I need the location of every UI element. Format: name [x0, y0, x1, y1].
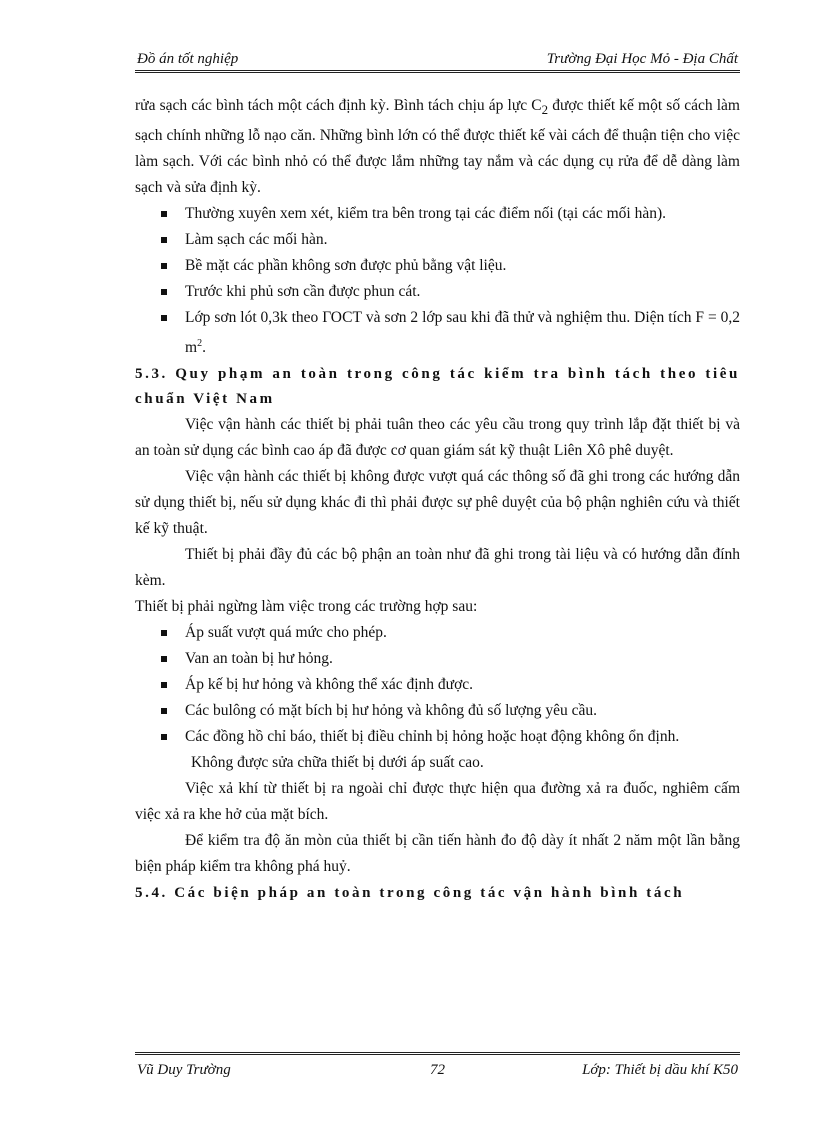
stop-conditions-list — [135, 620, 740, 750]
corrosion-paragraph: Để kiểm tra độ ăn mòn của thiết bị cần tiến hành đo độ dày ít nhất 2 năm một lần bằng biện pháp kiểm tra không phá huỷ. — [135, 832, 740, 876]
footer-class: Lớp: Thiết bị dầu khí K50 — [582, 1062, 738, 1078]
list-item: Trước khi phủ sơn cần được phun cát. — [135, 279, 740, 305]
paragraph: Thiết bị phải đầy đủ các bộ phận an toàn như đã ghi trong tài liệu và có hướng dẫn đính kèm. — [135, 546, 740, 590]
page-footer — [135, 1052, 740, 1085]
section-heading-5-4: 5.4. Các biện pháp an toàn trong công tác vận hành bình tách — [135, 885, 685, 902]
exhaust-paragraph: Việc xả khí từ thiết bị ra ngoài chỉ được thực hiện qua đường xả ra đuốc, nghiêm cấm việc xả ra khe hở của mặt bích. — [135, 780, 740, 824]
page-number: 72 — [430, 1062, 445, 1078]
section-heading-5-3: 5.3. Quy phạm an toàn trong công tác kiểm tra bình tách theo tiêu chuẩn Việt Nam — [135, 366, 740, 408]
intro-paragraph: rửa sạch các bình tách một cách định kỳ. Bình tách chịu áp lực $C_2$ được thiết kế một số cách làm sạch chính những lỗ nạo căn. Những bình lớn có thể được thiết kế vài cách để thuận tiện cho việc làm sạch. Với các bình nhỏ có thể được lắm những tay nắm và các dụng cụ rửa để dễ dàng làm sạch và sửa định kỳ. — [135, 97, 740, 197]
list-item: Làm sạch các mối hàn. — [135, 227, 740, 253]
stop-conditions-intro: Thiết bị phải ngừng làm việc trong các trường hợp sau: — [135, 598, 478, 616]
list-item: Áp suất vượt quá mức cho phép. — [135, 620, 740, 646]
footer-author: Vũ Duy Trường — [137, 1062, 231, 1078]
list-item: Bề mặt các phần không sơn được phủ bằng vật liệu. — [135, 253, 740, 279]
list-item: Các đồng hồ chỉ báo, thiết bị điều chỉnh bị hỏng hoặc hoạt động không ổn định. — [135, 724, 740, 750]
list-item: Thường xuyên xem xét, kiểm tra bên trong tại các điểm nối (tại các mối hàn). — [135, 201, 740, 227]
page-header — [135, 50, 740, 73]
header-thesis-label: Đồ án tốt nghiệp — [137, 51, 239, 67]
header-university: Trường Đại Học Mỏ - Địa Chất — [546, 51, 738, 67]
list-item: Áp kế bị hư hỏng và không thể xác định được. — [135, 672, 740, 698]
page-content — [135, 93, 740, 906]
paragraph: Việc vận hành các thiết bị không được vượt quá các thông số đã ghi trong các hướng dẫn sử dụng thiết bị, nếu sử dụng khác đi thì phải được sự phê duyệt của bộ phận nghiên cứu và thiết kế kỹ thuật. — [135, 468, 740, 538]
no-repair-note: Không được sửa chữa thiết bị dưới áp suất cao. — [191, 754, 484, 772]
maintenance-list — [135, 201, 740, 361]
list-item: Van an toàn bị hư hỏng. — [135, 646, 740, 672]
list-item: Các bulông có mặt bích bị hư hỏng và không đủ số lượng yêu cầu. — [135, 698, 740, 724]
paragraph: Việc vận hành các thiết bị phải tuân theo các yêu cầu trong quy trình lắp đặt thiết bị và an toàn sử dụng các bình cao áp đã được cơ quan giám sát kỹ thuật Liên Xô phê duyệt. — [135, 416, 740, 460]
list-item: Lớp sơn lót 0,3k theo ГОСТ và sơn 2 lớp sau khi đã thử và nghiệm thu. Diện tích F = 0,2 $m^2$. — [135, 305, 740, 361]
